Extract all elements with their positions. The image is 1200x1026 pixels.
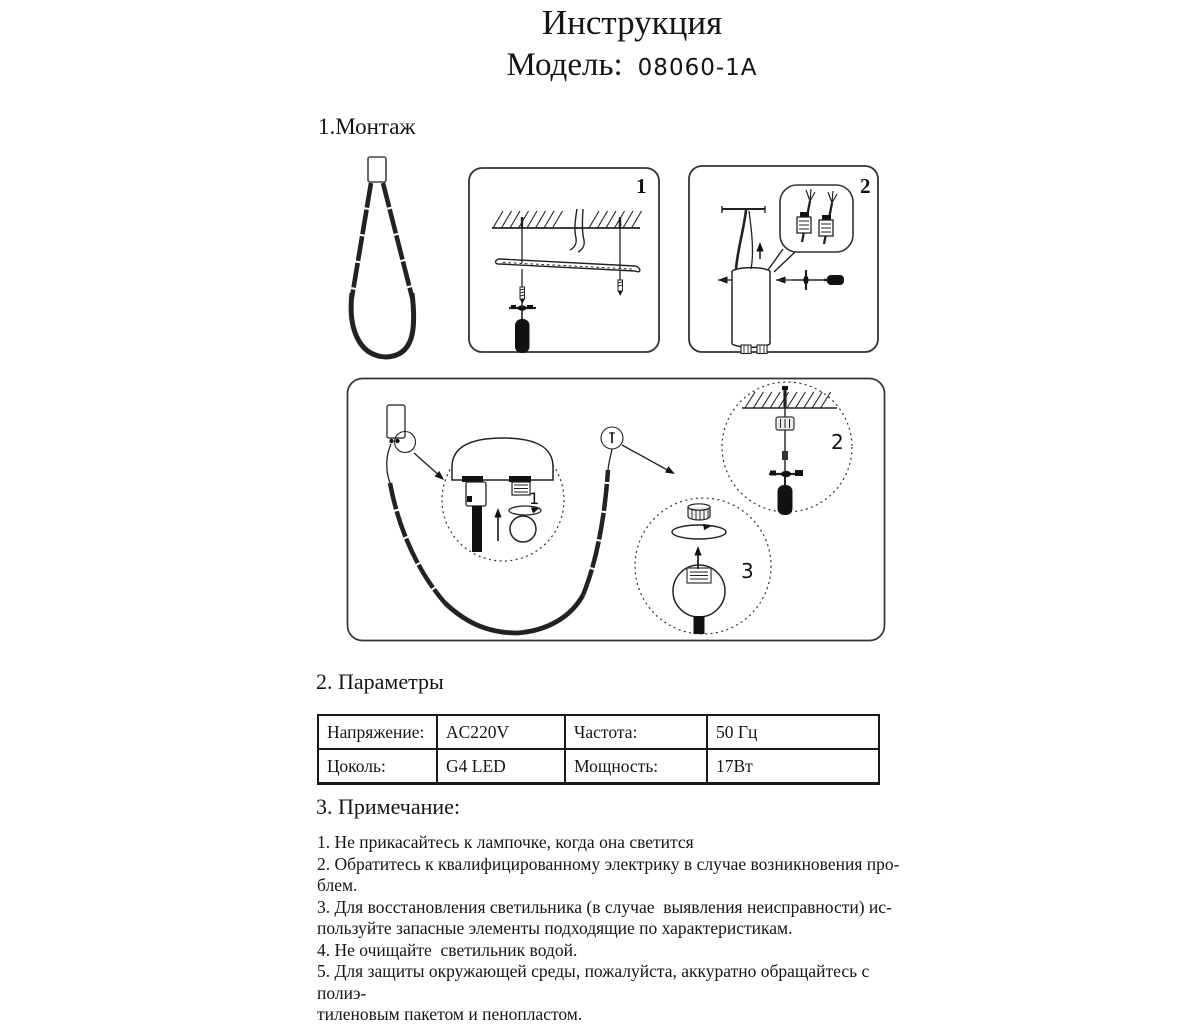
- note-line: 4. Не очищайте светильник водой.: [317, 939, 578, 960]
- step-1-number: 1: [636, 174, 647, 198]
- lamp-loop: [351, 293, 414, 357]
- detail-2-number: 2: [831, 430, 844, 454]
- cable-connector: [466, 482, 486, 506]
- cable-stub: [694, 616, 705, 634]
- figure-lamp-overview: [330, 145, 450, 375]
- detail-circle-1: [442, 438, 564, 561]
- param-value-frequency: 50 Гц: [707, 715, 879, 749]
- figure-assembly-overview: [345, 375, 890, 645]
- parameters-table: [317, 714, 880, 785]
- note-line: 2. Обратитесь к квалифицированному электрику в случае возникновения про-: [317, 853, 900, 874]
- param-label-socket: Цоколь:: [318, 749, 437, 784]
- lamp-cable-left: [352, 183, 371, 297]
- table-row: [318, 749, 879, 784]
- note-line: тиленовым пакетом и пенопластом.: [317, 1004, 583, 1024]
- cable-stub: [472, 506, 482, 552]
- section-heading-notes: 3. Примечание:: [316, 794, 461, 819]
- note-line: 5. Для защиты окружающей среды, пожалуйста, аккуратно обращайтесь с полиэ-: [317, 961, 870, 1003]
- note-line: пользуйте запасные элементы подходящие по характеристикам.: [317, 918, 793, 938]
- detail-3-number: 3: [741, 559, 754, 583]
- notes-list: [317, 832, 917, 1026]
- screwdriver-icon: [515, 319, 530, 353]
- section-heading-parameters: 2. Параметры: [316, 669, 444, 694]
- model-number: 08060-1A: [637, 55, 758, 81]
- figure-step-1: [468, 167, 660, 353]
- param-label-power: Мощность:: [565, 749, 707, 784]
- param-value-power: 17Вт: [707, 749, 879, 784]
- screwdriver-icon: [778, 485, 793, 515]
- detail-1-number: 1: [529, 489, 540, 508]
- page-title: Инструкция: [541, 3, 723, 42]
- note-line: 1. Не прикасайтесь к лампочке, когда она светится: [317, 832, 694, 852]
- detail-circle-3: [635, 498, 771, 634]
- model-row: [332, 47, 932, 84]
- step-2-number: 2: [860, 174, 871, 198]
- param-value-socket: G4 LED: [437, 749, 565, 784]
- note-line: 3. Для восстановления светильника (в случае выявления неисправности) ис-: [317, 896, 892, 917]
- param-value-voltage: AC220V: [437, 715, 565, 749]
- lamp-cable-right: [383, 183, 412, 297]
- table-row: [318, 715, 879, 749]
- param-label-frequency: Частота:: [565, 715, 707, 749]
- model-label: Модель:: [506, 47, 623, 83]
- section-heading-montage: 1.Монтаж: [318, 114, 416, 139]
- lamp-canopy: [368, 157, 386, 182]
- param-label-voltage: Напряжение:: [318, 715, 437, 749]
- note-line: блем.: [317, 875, 358, 895]
- canopy-dome: [452, 438, 553, 480]
- screwdriver-icon: [827, 275, 844, 285]
- figure-step-2: [688, 165, 879, 353]
